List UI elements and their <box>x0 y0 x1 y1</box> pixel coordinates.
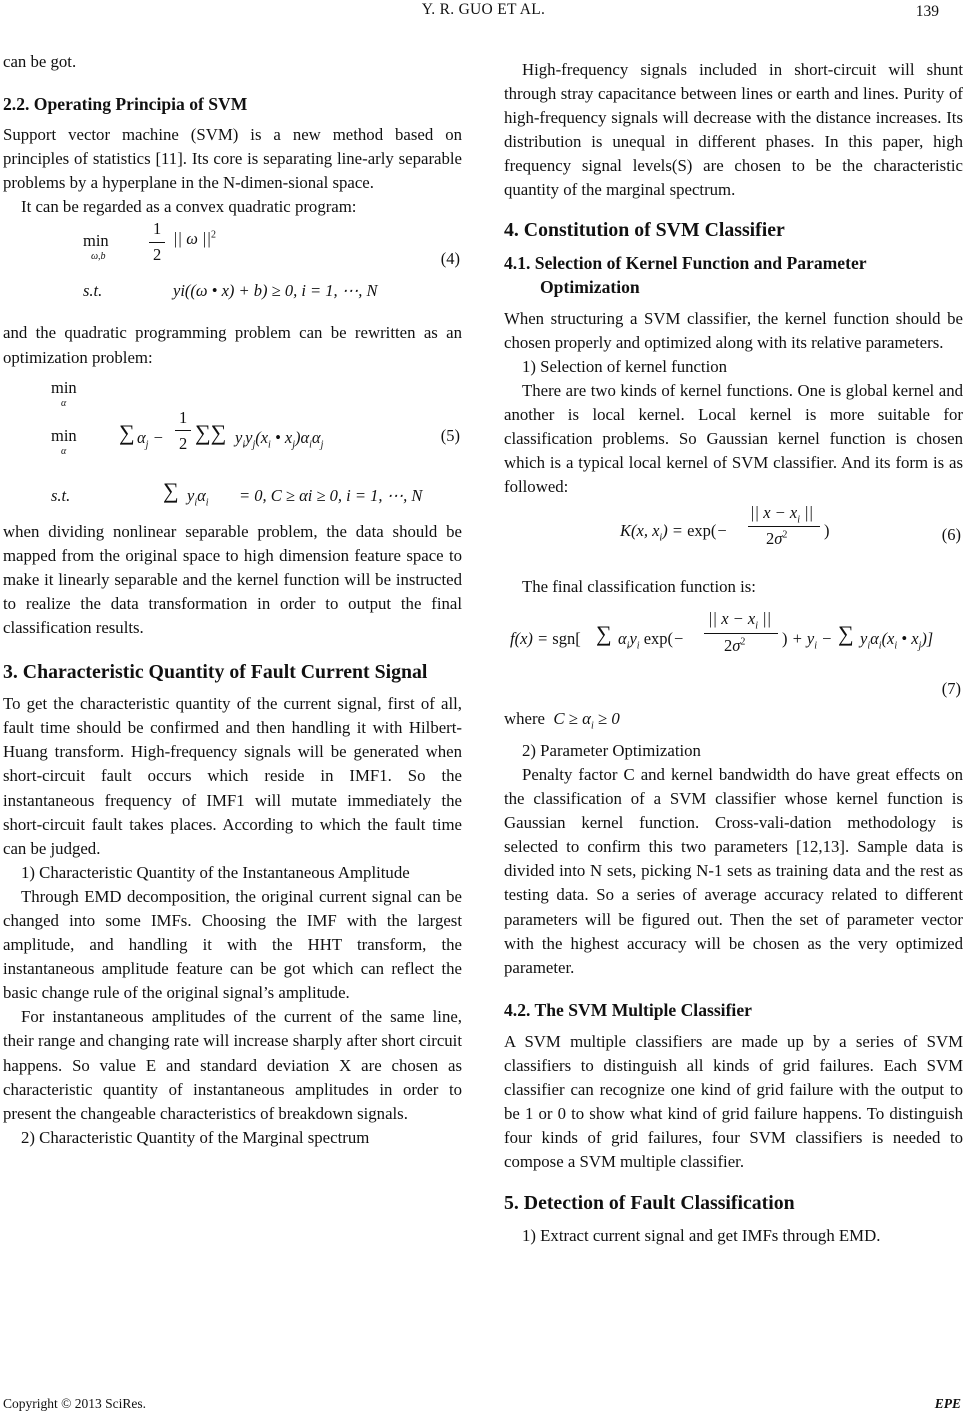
subheading-marginal-spectrum: 2) Characteristic Quantity of the Marginal spectrum <box>21 1127 370 1147</box>
running-header-authors: Y. R. GUO ET AL. <box>421 1 546 18</box>
subheading-instantaneous-amplitude: 1) Characteristic Quantity of the Instantaneous Amplitude <box>21 862 410 882</box>
left-column <box>3 50 462 1150</box>
section-heading-4-2: 4.2. The SVM Multiple Classifier <box>504 999 752 1020</box>
equation-7: f(x) = sgn[ ∑ $\alpha_iy_i$ exp(− || $x - x_i$ || $2\sigma^2$ ) + $y_i$ − ∑ $y_i\alpha_i(x_i$ • $x_j$)] (7) <box>510 609 961 699</box>
paragraph-nonlinear: when dividing nonlinear separable problem, the data should be mapped from the original space to high dimension feature space to make it linearly separable and the kernel function will be instructed to realize the data transformation in order to output the final classification results. <box>3 521 462 638</box>
equation-number-5: (5) <box>440 425 460 445</box>
equation-5: min α min α ∑ $\alpha_j$ − 1 2 ∑∑ $y_iy_j(x_i$ • $x_j)\alpha_i\alpha_j$ s.t. ∑ $y_i\alpha_i$ = 0, C ≥ αi ≥ 0, i = 1, ⋯, N (5) <box>51 377 460 508</box>
paragraph-penalty-factor: Penalty factor C and kernel bandwidth do have great effects on the classification of a SVM classifier whose kernel function is Gaussian kernel function. Cross-vali-dation methodology is selected to confirm this two parameters [12,13]. Sample data is divided into N sets, picking N-1 sets as training data and the rest as testing data. So a series of average accuracy related to different parameters will be figured out. Then the set of parameter vector with the highest accuracy will be chosen as the very optimized parameter. <box>504 764 963 977</box>
equation-number-7: (7) <box>941 679 961 699</box>
section-heading-3: 3. Characteristic Quantity of Fault Current Signal <box>3 661 428 684</box>
paragraph-continuation: can be got. <box>3 52 77 71</box>
footer-journal: EPE <box>934 1396 961 1411</box>
paragraph-kernel-kinds: There are two kinds of kernel functions. One is global kernel and another is local kernel. Local kernel is more suitable for classification problems. So Gaussian kernel function is chosen which is a typical local kernel of SVM classifier. And its form is as followed: <box>504 380 963 497</box>
subheading-kernel-function: 1) Selection of kernel function <box>522 356 728 376</box>
equation-6: K(x, $x_i) = \exp(-$ || $x - x_i$ || $2\sigma^2$ ) (6) <box>620 503 961 549</box>
paragraph-high-frequency: High-frequency signals included in short-circuit will shunt through stray capacitance between lines or earth and lines. Purity of high-frequency signals will decrease with the distance increases. Its distribution is unequal in different phases. In this paper, high frequency signal levels(S) are chosen to be the characteristic quantity of the marginal spectrum. <box>504 60 963 200</box>
paragraph-emd: Through EMD decomposition, the original current signal can be changed into some IMFs. Choosing the IMF with the largest amplitude, and handling it with the HHT transform, the instantaneous amplitude feature can be got which can reflect the basic change rule of the original signal’s amplitude. <box>3 886 462 1003</box>
paragraph-extract-signal: 1) Extract current signal and get IMFs through EMD. <box>522 1226 881 1246</box>
right-column <box>504 58 963 1248</box>
paragraph-where: where $C \ge \alpha_i \ge 0$ <box>504 709 620 732</box>
paragraph-convex-program: It can be regarded as a convex quadratic program: <box>21 197 357 217</box>
paragraph-multiple-classifier: A SVM multiple classifiers are made up by a series of SVM classifiers to distinguish all kinds of grid failures. Each SVM classifier can recognize one kind of grid failure with the output to be 1 or 0 to show what kind of grid failure happens. To distinguish four kinds of grid failures, four SVM classifiers is needed to compose a SVM multiple classifier. <box>504 1031 963 1172</box>
section-heading-2-2: 2.2. Operating Principia of SVM <box>3 94 248 115</box>
equation-number-6: (6) <box>941 525 961 545</box>
paragraph-structuring: When structuring a SVM classifier, the kernel function should be chosen properly and optimized along with its relative parameters. <box>504 308 963 352</box>
paragraph-amplitudes: For instantaneous amplitudes of the current of the same line, their range and changing rate will increase sharply after short circuit happens. So value E and standard deviation X are chosen as characteristic quantity of instantaneous amplitudes in order to present the changeable characteristics of breakdown signals. <box>3 1007 462 1123</box>
paragraph-fault-time: To get the characteristic quantity of the current signal, first of all, fault time should be confirmed and then handling it with Hilbert-Huang transform. High-frequency signals will be generated when short-circuit fault occurs which reside in IMF1. So the instantaneous frequency of IMF1 will mutate immediately the short-circuit fault takes places. According to which the fault time can be judged. <box>3 694 462 858</box>
subheading-parameter-optimization: 2) Parameter Optimization <box>522 740 701 760</box>
equation-number-4: (4) <box>440 249 460 269</box>
section-heading-5: 5. Detection of Fault Classification <box>504 1192 795 1215</box>
page-number: 139 <box>915 3 939 20</box>
paragraph-final-function: The final classification function is: <box>522 577 756 597</box>
section-heading-4-1: 4.1. Selection of Kernel Function and Parameter Optimization <box>504 252 867 297</box>
footer-copyright: Copyright © 2013 SciRes. <box>3 1396 147 1411</box>
equation-4: min ω,b 1 2 || ω $||^2$ s.t. yi((ω • x) + b) ≥ 0, i = 1, ⋯, N (4) <box>83 219 460 301</box>
section-heading-4: 4. Constitution of SVM Classifier <box>504 218 785 241</box>
paragraph-svm-intro: Support vector machine (SVM) is a new method based on principles of statistics [11]. Its core is separating line-arly separable problems by a hyperplane in the N-dimen-sional space. <box>3 125 462 193</box>
paragraph-optimization: and the quadratic programming problem can be rewritten as an optimization problem: <box>3 323 462 367</box>
